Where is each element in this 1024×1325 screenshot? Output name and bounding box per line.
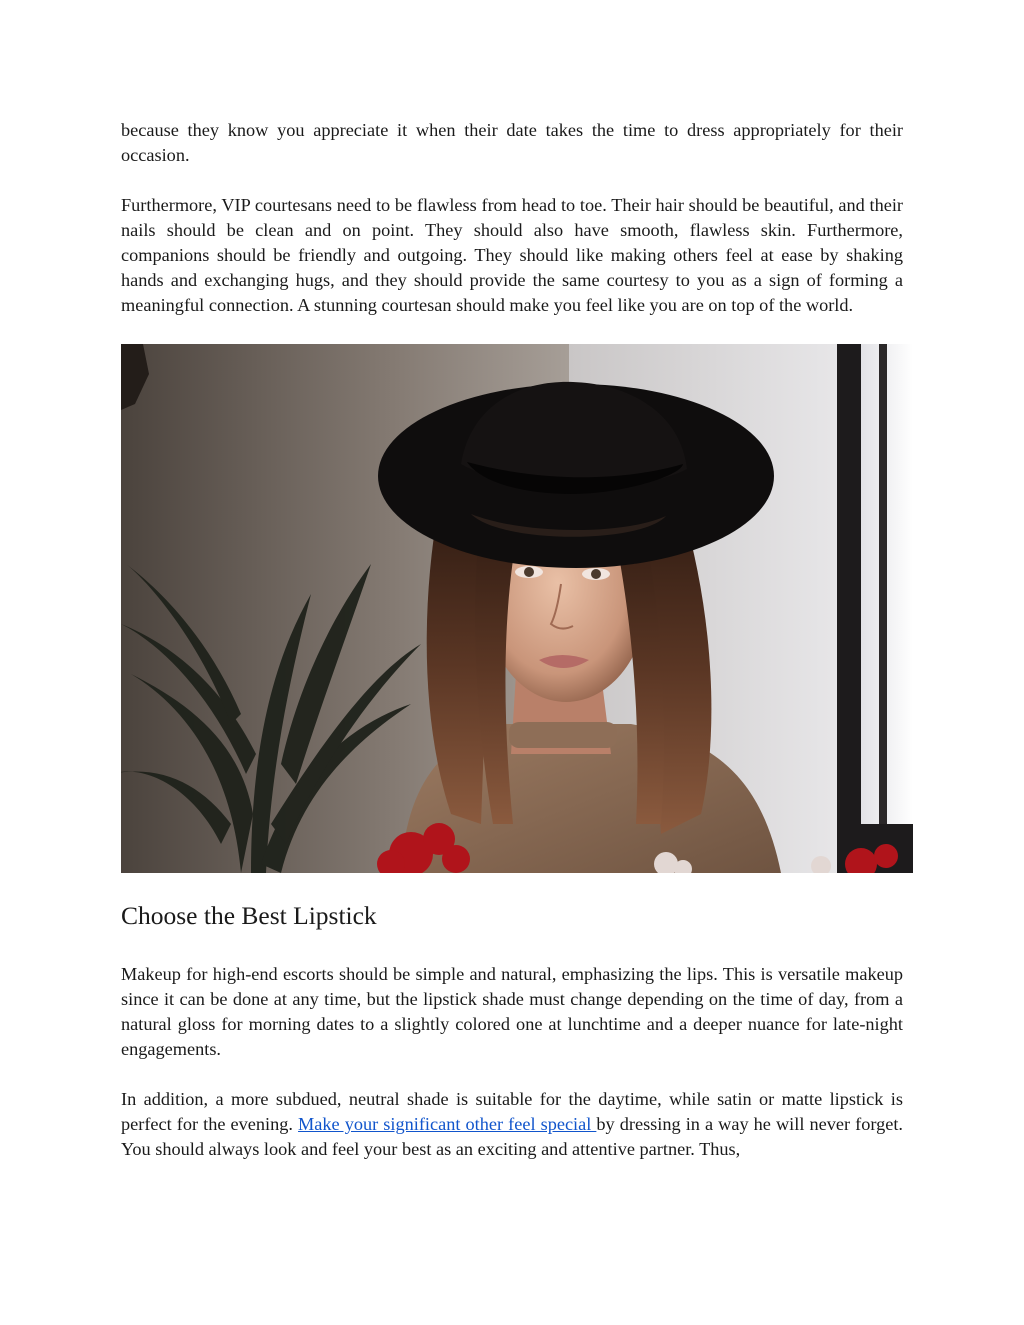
paragraph-text-before-link: In addition, a more subdued, neutral shade is suitable for the daytime, while satin or matte lipstick is perfect for the evening. <box>121 1089 903 1134</box>
paragraph-intro-continuation: because they know you appreciate it when their date takes the time to dress appropriately for their occasion. <box>121 120 903 165</box>
paragraph-lipstick-shade <box>121 1087 903 1162</box>
document-content <box>121 118 903 1162</box>
link-make-significant-other-feel-special[interactable]: Make your significant other feel special <box>298 1114 597 1134</box>
section-heading-lipstick: Choose the Best Lipstick <box>121 901 377 930</box>
photo-woman-black-hat <box>121 344 913 873</box>
paragraph-makeup: Makeup for high-end escorts should be simple and natural, emphasizing the lips. This is versatile makeup since it can be done at any time, but the lipstick shade must change depending on the time of day, from a natural gloss for morning dates to a slightly colored one at lunchtime and a deeper nuance for late-night engagements. <box>121 964 903 1059</box>
paragraph-text-after-link: by dressing in a way he will never forget. You should always look and feel your best as an exciting and attentive partner. Thus, <box>121 1114 904 1159</box>
paragraph-vip-appearance: Furthermore, VIP courtesans need to be flawless from head to toe. Their hair should be beautiful, and their nails should be clean and on point. They should also have smooth, flawless skin. Furthermore, companions should be friendly and outgoing. They should like making others feel at ease by shaking hands and exchanging hugs, and they should provide the same courtesy to you as a sign of forming a meaningful connection. A stunning courtesan should make you feel like you are on top of the world. <box>121 195 903 315</box>
